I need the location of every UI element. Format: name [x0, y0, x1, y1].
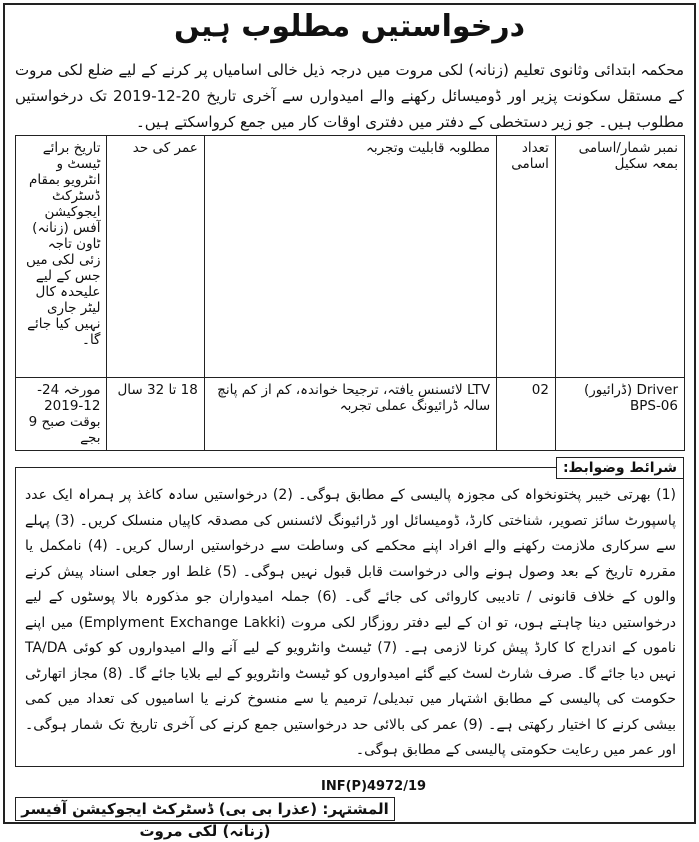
cell-test-date [16, 378, 107, 451]
post-name: Driver (ڈرائیور) [584, 382, 678, 398]
test-date: مورخہ 24-12-2019 [37, 382, 101, 414]
advertisement-page [3, 3, 696, 840]
header-qualification: مطلوبہ قابلیت وتجربہ [204, 136, 496, 378]
advertiser-box: المشتہر: (عذرا بی بی) ڈسٹرکٹ ایجوکیشن آفیسر (زنانہ) لکی مروت [15, 797, 395, 821]
header-count: تعداد اسامی [497, 136, 556, 378]
cell-age: 18 تا 32 سال [107, 378, 204, 451]
header-age: عمر کی حد [107, 136, 204, 378]
test-time: بوقت صبح 9 بجے [28, 414, 101, 446]
cell-post [555, 378, 684, 451]
page-title: درخواستیں مطلوب ہیں [173, 9, 526, 44]
conditions-text: (1) بھرتی خیبر پختونخواہ کی مجوزہ پالیسی کے مطابق ہوگی۔ (2) درخواستیں سادہ کاغذ پر ہمراہ ایک عدد پاسپورٹ سائز تصویر، شناختی کارڈ، ڈومیسائل اور ڈرائیونگ لائسنس کی مصدقہ کاپیاں منسلک کریں۔ (3) پہلے سے سرکاری ملازمت رکھنے والے افراد اپنے محکمے کی وساطت سے درخواستیں ارسال کریں۔ (4) نامکمل یا مقررہ تاریخ کے بعد وصول ہونے والی درخواست قابل قبول نہیں ہوگی۔ (5) غلط اور جعلی اسناد پیش کرنے والوں کے خلاف قانونی / تادیبی کاروائی کی جائے گی۔ (6) جملہ امیدواران جو مذکورہ بالا پوسٹوں کے لیے درخواستیں دینا چاہتے ہوں، تو ان کے لیے دفتر روزگار لکی مروت (Emplyment Exchange Lakki) میں اپنے ناموں کے اندراج کا کارڈ پیش کرنا لازمی ہے۔ (7) ٹیسٹ وانٹرویو کے لیے آنے والے امیدواروں کو کوئی TA/DA نہیں دیا جائے گا۔ صرف شارٹ لسٹ کیے گئے امیدواروں کو ٹیسٹ وانٹرویو کے لیے بلایا جائے گا۔ (8) مجاز اتھارٹی حکومت کی پالیسی کے مطابق اشتہار میں تبدیلی/ ترمیم یا سے منسوخ کرنے یا اسامیوں کی تعداد میں کمی بیشی کرنے کا اختیار رکھتی ہے۔ (9) عمر کی بالائی حد درخواستیں جمع کرنے کی آخری تاریخ تک شمار ہوگی۔ اور عمر میں رعایت حکومتی پالیسی کے مطابق ہوگی۔ [25, 487, 677, 758]
header-post: نمبر شمار/اسامی بمعہ سکیل [555, 136, 684, 378]
header-test-date: تاریخ برائے ٹیسٹ و انٹرویو بمقام ڈسٹرکٹ ایجوکیشن آفس (زنانہ) ٹاون تاجہ زئی لکی میں جس کے لیے علیحدہ کال لیٹر جاری نہیں کیا جائے گا۔ [16, 136, 107, 378]
table-header-row [16, 136, 685, 378]
post-scale: BPS-06 [629, 398, 678, 414]
footer [15, 777, 684, 840]
cell-count: 02 [497, 378, 556, 451]
conditions-label: شرائط وضوابط: [556, 457, 684, 479]
intro-paragraph: محکمہ ابتدائی وثانوی تعلیم (زنانہ) لکی مروت میں درجہ ذیل خالی اسامیاں پر کرنے کے لیے ضلع لکی مروت کے مستقل سکونت پزیر اور ڈومیسائل رکھنے والے امیدوارں سے آخری تاریخ 20-12-2019 تک درخواستیں مطلوب ہیں۔ جو زیر دستخطی کے دفتر میں دفتری اوقات کار میں جمع کرواسکتے ہیں۔ [15, 61, 685, 131]
posts-table [15, 135, 685, 451]
table-row [16, 378, 685, 451]
reference-number: INF(P)4972/19 [321, 779, 427, 794]
cell-qualification: LTV لائسنس یافتہ، ترجیحا خواندہ، کم از کم پانچ سالہ ڈرائیونگ عملی تجربہ [204, 378, 496, 451]
